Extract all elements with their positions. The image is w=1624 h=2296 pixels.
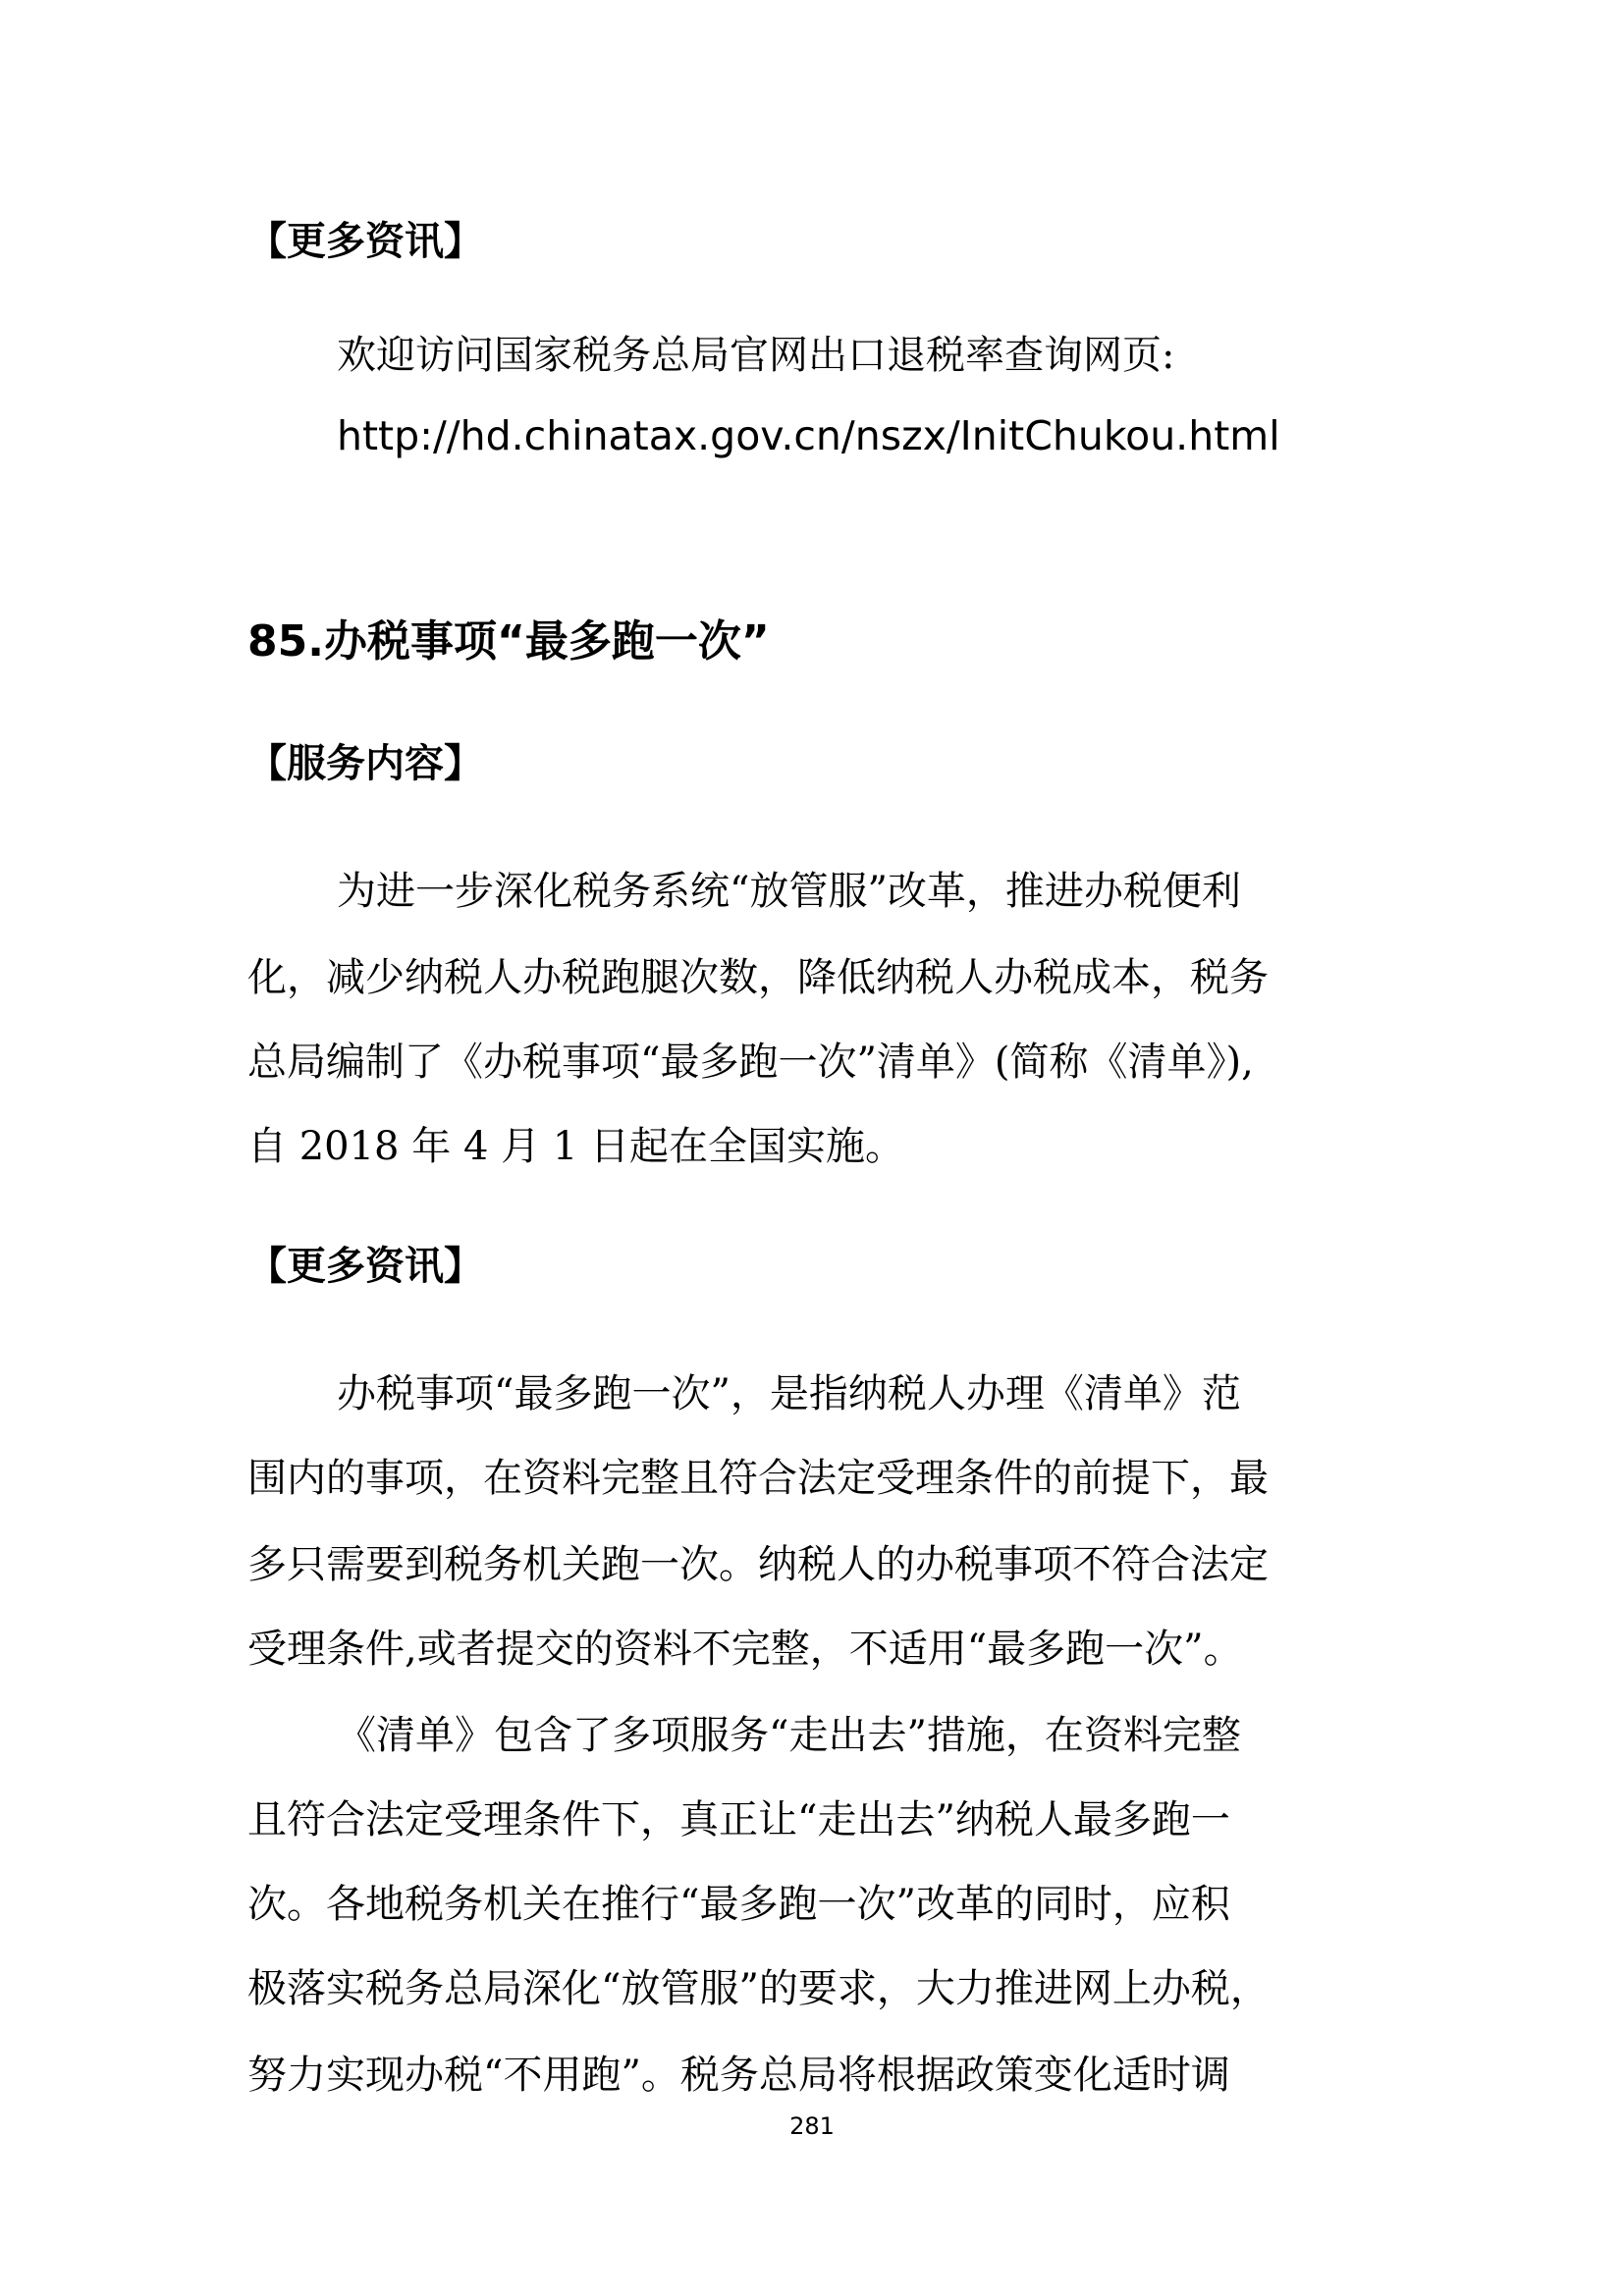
- service-content-line-2: 化，减少纳税人办税跑腿次数，降低纳税人办税成本，税务: [247, 955, 1269, 1000]
- more-info-para1-line-3: 多只需要到税务机关跑一次。纳税人的办税事项不符合法定: [247, 1542, 1269, 1587]
- more-info-line-1: 欢迎访问国家税务总局官网出口退税率查询网页:: [337, 333, 1175, 378]
- service-content-line-1: 为进一步深化税务系统“放管服”改革，推进办税便利: [337, 869, 1241, 914]
- more-info-para1-line-1: 办税事项“最多跑一次”，是指纳税人办理《清单》范: [337, 1371, 1241, 1416]
- service-content-line-3: 总局编制了《办税事项“最多跑一次”清单》(简称《清单》),: [247, 1040, 1254, 1085]
- export-rebate-url-link[interactable]: http://hd.chinatax.gov.cn/nszx/InitChukou.html: [337, 412, 1280, 459]
- section-title: 85.办税事项“最多跑一次”: [247, 616, 770, 667]
- more-info-para2-line-2: 且符合法定受理条件下，真正让“走出去”纳税人最多跑一: [247, 1797, 1230, 1842]
- service-content-heading: 【服务内容】: [247, 741, 483, 786]
- more-info-para1-line-2: 围内的事项，在资料完整且符合法定受理条件的前提下，最: [247, 1456, 1269, 1501]
- page-number: 281: [789, 2112, 835, 2140]
- more-info-para2-line-5: 努力实现办税“不用跑”。税务总局将根据政策变化适时调: [247, 2053, 1230, 2098]
- more-info-heading-2: 【更多资讯】: [247, 1244, 483, 1289]
- more-info-para2-line-1: 《清单》包含了多项服务“走出去”措施，在资料完整: [337, 1713, 1241, 1758]
- more-info-heading-1: 【更多资讯】: [247, 219, 483, 264]
- more-info-para1-line-4: 受理条件,或者提交的资料不完整，不适用“最多跑一次”。: [247, 1627, 1243, 1672]
- service-content-line-4: 自 2018 年 4 月 1 日起在全国实施。: [247, 1124, 904, 1169]
- more-info-para2-line-4: 极落实税务总局深化“放管服”的要求，大力推进网上办税，: [247, 1966, 1270, 2011]
- more-info-para2-line-3: 次。各地税务机关在推行“最多跑一次”改革的同时，应积: [247, 1882, 1230, 1927]
